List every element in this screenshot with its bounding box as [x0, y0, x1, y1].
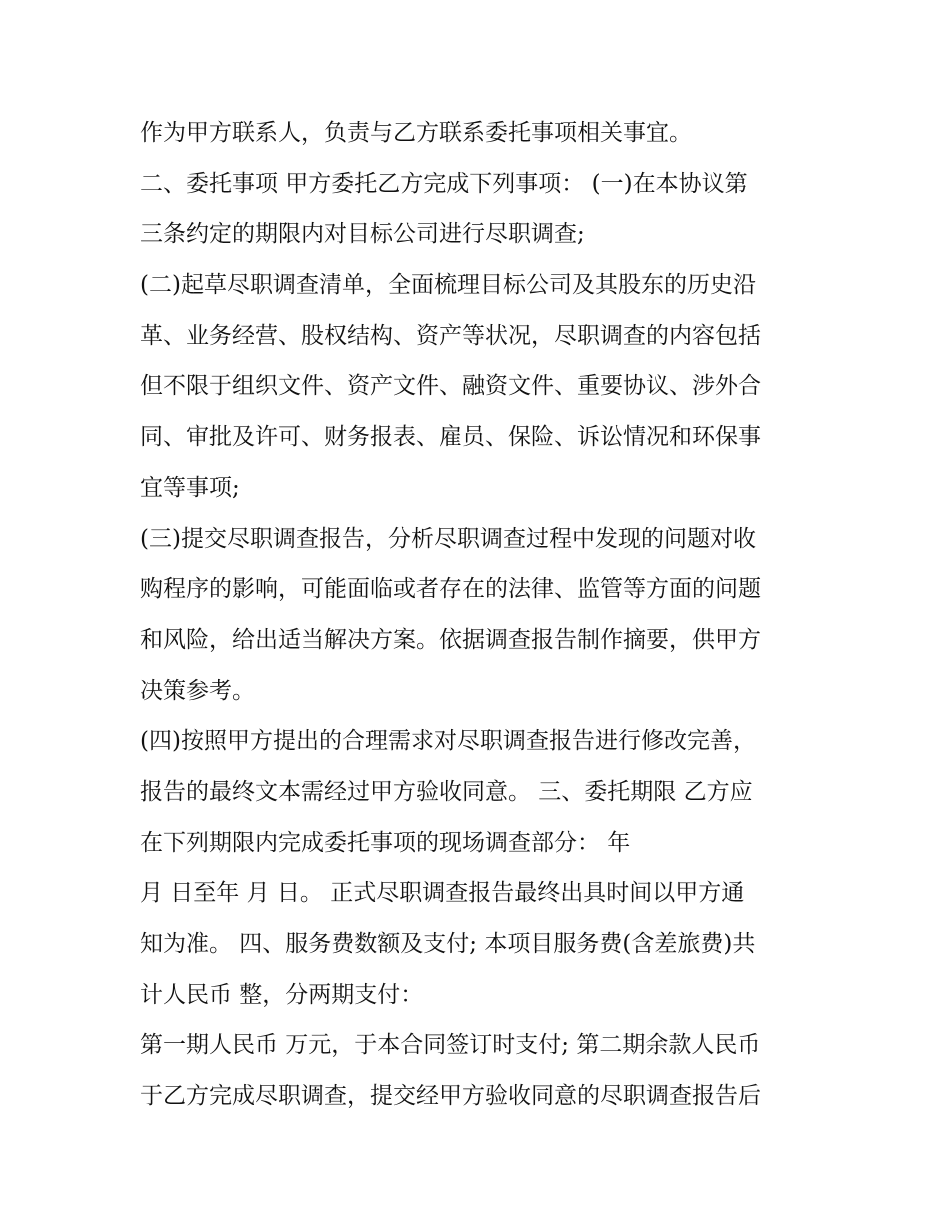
text-line: 报告的最终文本需经过甲方验收同意。 三、委托期限 乙方应: [140, 778, 753, 805]
text-line: (三)提交尽职调查报告，分析尽职调查过程中发现的问题对收: [140, 525, 756, 552]
text-line: 月 日至年 月 日。 正式尽职调查报告最终出具时间以甲方通: [140, 880, 745, 907]
text-line: 知为准。 四、服务费数额及支付; 本项目服务费(含差旅费)共: [140, 931, 756, 957]
text-line: 第一期人民币 万元，于本合同签订时支付; 第二期余款人民币: [140, 1032, 761, 1059]
text-line: 二、委托事项 甲方委托乙方完成下列事项： (一)在本协议第: [140, 170, 748, 197]
text-line: 决策参考。: [140, 677, 255, 704]
document-body: [140, 108, 830, 1122]
text-line: 在下列期限内完成委托事项的现场调查部分： 年: [140, 829, 631, 856]
text-line: 于乙方完成尽职调查，提交经甲方验收同意的尽职调查报告后: [140, 1083, 761, 1110]
text-line: 计人民币 整，分两期支付：: [140, 981, 424, 1008]
text-line: (四)按照甲方提出的合理需求对尽职调查报告进行修改完善，: [140, 728, 756, 755]
text-line: 三条约定的期限内对目标公司进行尽职调查;: [140, 221, 585, 248]
text-line: 和风险，给出适当解决方案。依据调查报告制作摘要，供甲方: [140, 626, 761, 653]
text-line: 宜等事项;: [140, 474, 240, 501]
text-line: 同、审批及许可、财务报表、雇员、保险、诉讼情况和环保事: [140, 424, 761, 451]
text-line: 购程序的影响，可能面临或者存在的法律、监管等方面的问题: [140, 576, 761, 603]
text-line: 作为甲方联系人，负责与乙方联系委托事项相关事宜。: [140, 120, 692, 146]
text-line: (二)起草尽职调查清单，全面梳理目标公司及其股东的历史沿: [140, 272, 756, 299]
text-line: 但不限于组织文件、资产文件、融资文件、重要协议、涉外合: [140, 373, 761, 400]
text-line: 革、业务经营、股权结构、资产等状况，尽职调查的内容包括: [140, 322, 761, 349]
